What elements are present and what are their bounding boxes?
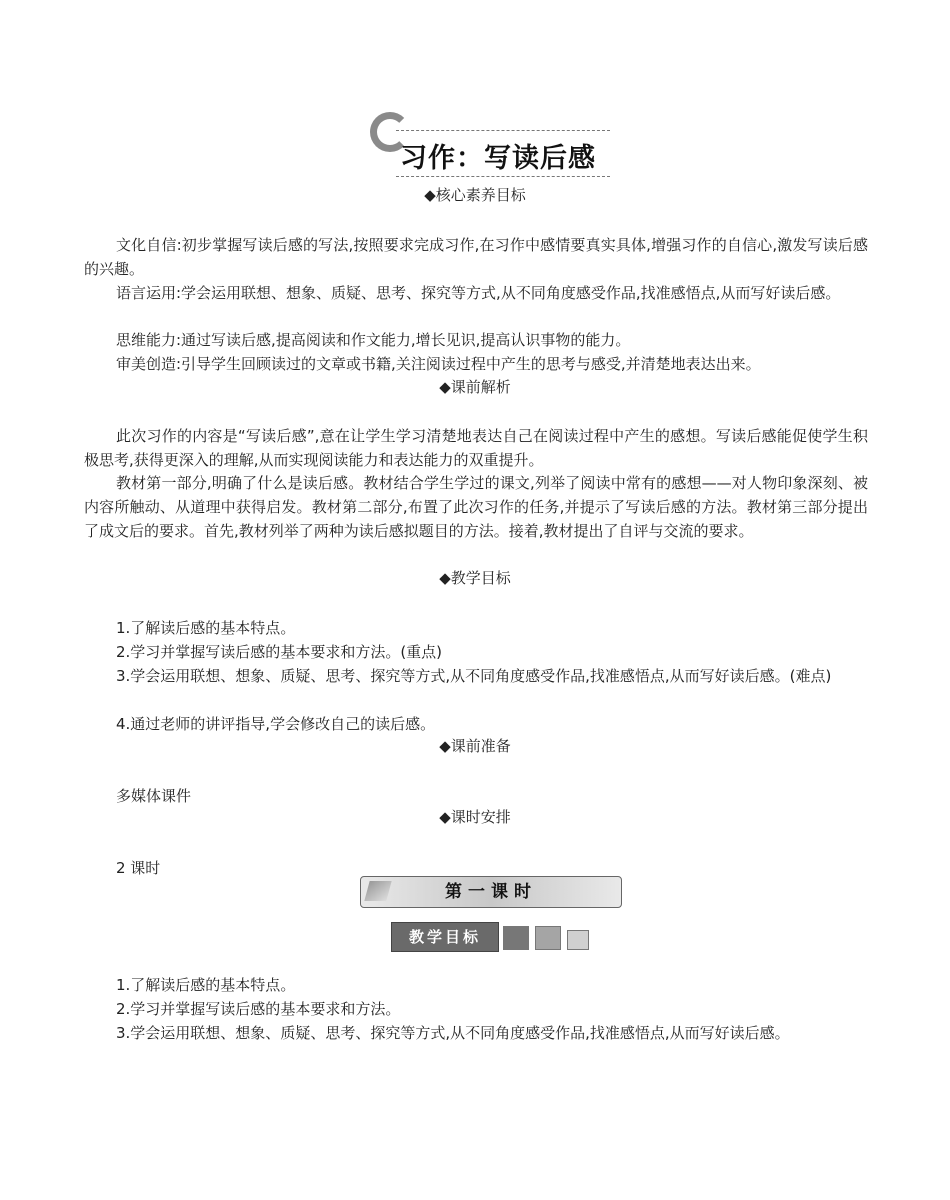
core-paragraph-language: 语言运用:学会运用联想、想象、质疑、思考、探究等方式,从不同角度感受作品,找准感悟点,从而写好读后感。: [116, 284, 841, 302]
tag-square-light: [567, 930, 589, 950]
tag-square-dark: [503, 926, 529, 950]
section-heading-goals: ◆教学目标: [439, 569, 511, 587]
lesson-banner: [360, 876, 622, 908]
schedule-text: 2 课时: [116, 859, 161, 877]
core-paragraph-thinking: 思维能力:通过写读后感,提高阅读和作文能力,增长见识,提高认识事物的能力。: [116, 331, 631, 349]
tag-square-mid: [535, 926, 561, 950]
lesson-goals-tag-label: 教学目标: [391, 922, 499, 952]
core-paragraph-culture: 文化自信:初步掌握写读后感的写法,按照要求完成习作,在习作中感情要真实具体,增强习作的自信心,激发写读后感的兴趣。: [84, 236, 868, 278]
lesson-goal-item-2: 2.学习并掌握写读后感的基本要求和方法。: [116, 1000, 401, 1018]
section-heading-analysis: ◆课前解析: [439, 378, 511, 396]
section-heading-schedule: ◆课时安排: [439, 808, 511, 826]
goal-item-3: 3.学会运用联想、想象、质疑、思考、探究等方式,从不同角度感受作品,找准感悟点,从而写好读后感。(难点): [116, 667, 832, 685]
core-paragraph-aesthetic: 审美创造:引导学生回顾读过的文章或书籍,关注阅读过程中产生的思考与感受,并清楚地表达出来。: [116, 355, 761, 373]
title-block: [370, 108, 620, 180]
lesson-goal-item-1: 1.了解读后感的基本特点。: [116, 976, 296, 994]
analysis-paragraph-1: 此次习作的内容是“写读后感”,意在让学生学习清楚地表达自己在阅读过程中产生的感想。写读后感能促使学生积极思考,获得更深入的理解,从而实现阅读能力和表达能力的双重提升。: [84, 427, 868, 469]
section-heading-prep: ◆课前准备: [439, 737, 511, 755]
goal-item-2: 2.学习并掌握写读后感的基本要求和方法。(重点): [116, 643, 443, 661]
title-divider-bottom: [396, 176, 610, 177]
analysis-paragraph-2: 教材第一部分,明确了什么是读后感。教材结合学生学过的课文,列举了阅读中常有的感想——对人物印象深刻、被内容所触动、从道理中获得启发。教材第二部分,布置了此次习作的任务,并提示了写读后感的方法。教材第三部分提出了成文后的要求。首先,教材列举了两种为读后感拟题目的方法。接着,教材提出了自评与交流的要求。: [84, 474, 868, 540]
goal-item-4: 4.通过老师的讲评指导,学会修改自己的读后感。: [116, 715, 436, 733]
lesson-goal-item-3: 3.学会运用联想、想象、质疑、思考、探究等方式,从不同角度感受作品,找准感悟点,从而写好读后感。: [116, 1024, 790, 1042]
prep-text: 多媒体课件: [116, 787, 192, 805]
page-title: 习作：写读后感: [400, 143, 596, 174]
lesson-banner-label: 第一课时: [445, 882, 537, 902]
title-divider-top: [396, 130, 610, 131]
section-heading-core: ◆核心素养目标: [424, 186, 526, 204]
goal-item-1: 1.了解读后感的基本特点。: [116, 619, 296, 637]
